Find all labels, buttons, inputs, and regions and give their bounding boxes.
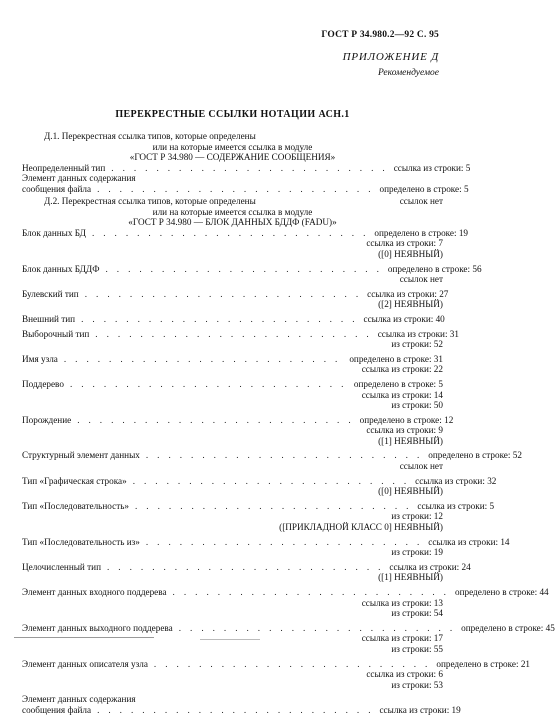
leader-dots: ......................... [178, 622, 462, 633]
entry-reference: ссылка из строки: 5 [417, 500, 495, 511]
entry-reference-continued: ([0] НЕЯВНЫЙ) [378, 486, 443, 497]
section-2-heading [22, 196, 443, 207]
entry-reference-continued: ([2] НЕЯВНЫЙ) [378, 299, 443, 310]
leader-dots: ......................... [107, 561, 390, 572]
entry-reference-continued: ([ПРИКЛАДНОЙ КЛАСС 0] НЕЯВНЫЙ) [279, 522, 443, 533]
entry-reference: определено в строке: 21 [436, 658, 531, 669]
bottom-divider [14, 637, 154, 638]
table-row [22, 288, 449, 300]
entry-name: Элемент данных входного поддерева [22, 587, 167, 597]
section-1-module: «ГОСТ Р 34.980 — СОДЕРЖАНИЕ СООБЩЕНИЯ» [129, 152, 336, 163]
table-row [22, 173, 443, 184]
section-1-heading-line2: или на которые имеется ссылка в модуле [152, 141, 313, 152]
entry-reference: определено в строке: 52 [428, 450, 522, 461]
entry-name: Тип «Последовательность из» [22, 536, 140, 547]
section-2-heading-text: Д.2. Перекрестная ссылка типов, которые определены [44, 196, 256, 206]
entry-reference: определено в строке: 45 [461, 622, 555, 633]
leader-dots: ......................... [105, 263, 388, 274]
entry-reference: ссылка из строки: 32 [415, 475, 497, 486]
entry-name: Блок данных БД [22, 227, 86, 238]
entry-reference-continued: ссылка из строки: 6 [366, 669, 443, 680]
entry-reference: определено в строке: 5 [379, 183, 469, 194]
leader-dots: ......................... [132, 475, 416, 486]
section-2-rows [22, 227, 555, 716]
entry-name: Тип «Графическая строка» [22, 475, 127, 486]
entry-reference-continued: из строки: 50 [391, 400, 443, 411]
table-row [22, 162, 471, 174]
leader-dots: ......................... [63, 353, 347, 364]
entry-reference-continued: ссылка из строки: 9 [366, 425, 443, 436]
bottom-divider-short [200, 639, 260, 640]
entry-reference: ссылка из строки: 14 [428, 536, 510, 547]
entry-reference: ссылка из строки: 31 [377, 328, 459, 339]
table-row [22, 379, 443, 390]
leader-dots [136, 173, 443, 184]
entry-reference-continued: ссылка из строки: 14 [361, 389, 443, 400]
table-row [22, 183, 469, 195]
entry-reference-continued: ссылка из строки: 17 [361, 633, 443, 644]
table-row [22, 328, 459, 340]
table-row [22, 658, 531, 670]
table-row [22, 475, 497, 487]
section-1-rows [22, 162, 471, 195]
leader-dots: ......................... [81, 313, 364, 324]
entry-reference: определено в строке: 56 [387, 263, 482, 274]
entry-reference-continued: ссылок нет [399, 274, 443, 285]
entry-name: Поддерево [22, 378, 64, 389]
leader-dots: ......................... [172, 587, 455, 597]
entry-reference: определено в строке: 19 [374, 227, 469, 238]
entry-reference-continued: ([1] НЕЯВНЫЙ) [378, 572, 443, 583]
entry-reference: ссылка из строки: 40 [363, 313, 445, 324]
entry-reference-continued: из строки: 52 [391, 339, 443, 350]
entry-name: Элемент данных содержания [22, 173, 136, 184]
entry-name: Элемент данных выходного поддерева [22, 622, 173, 633]
entry-reference-continued: ссылок нет [399, 461, 443, 472]
section-2-heading-tail: ссылок нет [399, 196, 443, 206]
entry-reference: ссылка из строки: 5 [393, 162, 471, 173]
table-row [22, 450, 522, 461]
entry-name: Неопределенный тип [22, 162, 106, 173]
page-title: ПЕРЕКРЕСТНЫЕ ССЫЛКИ НОТАЦИИ АСН.1 [115, 109, 350, 120]
entry-reference-continued: из строки: 19 [391, 547, 443, 558]
leader-dots: ......................... [95, 328, 378, 339]
section-1 [22, 131, 471, 195]
leader-dots: ......................... [145, 450, 429, 461]
entry-name: Выборочный тип [22, 328, 90, 339]
leader-dots: ......................... [111, 162, 394, 173]
leader-dots: ......................... [77, 414, 360, 425]
leader-dots: ......................... [153, 658, 437, 669]
entry-name: Внешний тип [22, 313, 76, 324]
table-row [22, 561, 471, 573]
table-row [22, 354, 443, 365]
entry-reference-continued: из строки: 55 [391, 643, 443, 654]
entry-reference: определено в строке: 12 [359, 414, 454, 425]
entry-name: Имя узла [22, 353, 58, 364]
entry-reference: определено в строке: 31 [349, 353, 443, 364]
table-row [22, 500, 495, 512]
table-row [22, 314, 443, 325]
leader-dots: ......................... [69, 378, 353, 389]
entry-name: Тип «Последовательность» [22, 500, 129, 511]
entry-reference: ссылка из строки: 27 [367, 288, 449, 299]
entry-reference-continued: из строки: 54 [391, 608, 443, 619]
section-2-heading-line2: или на которые имеется ссылка в модуле [152, 206, 313, 217]
table-row [22, 704, 461, 716]
leader-dots: ......................... [97, 704, 380, 715]
entry-name: Целочисленный тип [22, 561, 101, 572]
entry-reference-continued: из строки: 53 [391, 679, 443, 690]
entry-name: сообщения файла [22, 704, 92, 715]
entry-name: Булевский тип [22, 288, 79, 299]
table-row [22, 414, 454, 426]
entry-name: Структурный элемент данных [22, 450, 140, 461]
entry-reference-continued: ([0] НЕЯВНЫЙ) [378, 248, 443, 259]
entry-reference-continued: ссылка из строки: 13 [361, 597, 443, 608]
entry-name: Блок данных БДДФ [22, 263, 100, 274]
entry-reference-continued: ([1] НЕЯВНЫЙ) [378, 435, 443, 446]
table-row [22, 694, 443, 705]
table-row [22, 263, 482, 275]
leader-dots: ......................... [135, 500, 418, 511]
table-row [22, 536, 510, 548]
table-row [22, 227, 469, 239]
appendix-label: ПРИЛОЖЕНИЕ Д [342, 51, 439, 63]
entry-name: Порождение [22, 414, 72, 425]
table-row [22, 587, 549, 598]
entry-name: Элемент данных содержания [22, 694, 136, 705]
leader-dots: ......................... [84, 288, 368, 299]
page-header: ГОСТ Р 34.980.2—92 С. 95 [321, 30, 439, 40]
entry-reference-continued: из строки: 12 [391, 511, 443, 522]
leader-dots: ......................... [91, 227, 375, 238]
leader-dots [136, 694, 443, 705]
entry-name: Элемент данных описателя узла [22, 658, 148, 669]
section-1-heading: Д.1. Перекрестная ссылка типов, которые определены [44, 131, 256, 141]
entry-reference: ссылка из строки: 19 [379, 704, 461, 715]
entry-reference-continued: ссылка из строки: 7 [366, 238, 443, 249]
leader-dots: ......................... [97, 183, 380, 194]
leader-dots: ......................... [145, 536, 429, 547]
entry-reference: ссылка из строки: 24 [389, 561, 471, 572]
recommended-label: Рекомендуемое [377, 68, 439, 78]
entry-reference: определено в строке: 44 [454, 587, 549, 597]
entry-name: сообщения файла [22, 183, 92, 194]
section-2-module: «ГОСТ Р 34.980 — БЛОК ДАННЫХ БДДФ (FADU)» [128, 217, 337, 228]
entry-reference-continued: ссылка из строки: 22 [361, 364, 443, 375]
table-row [22, 622, 555, 634]
entry-reference: определено в строке: 5 [353, 378, 443, 389]
